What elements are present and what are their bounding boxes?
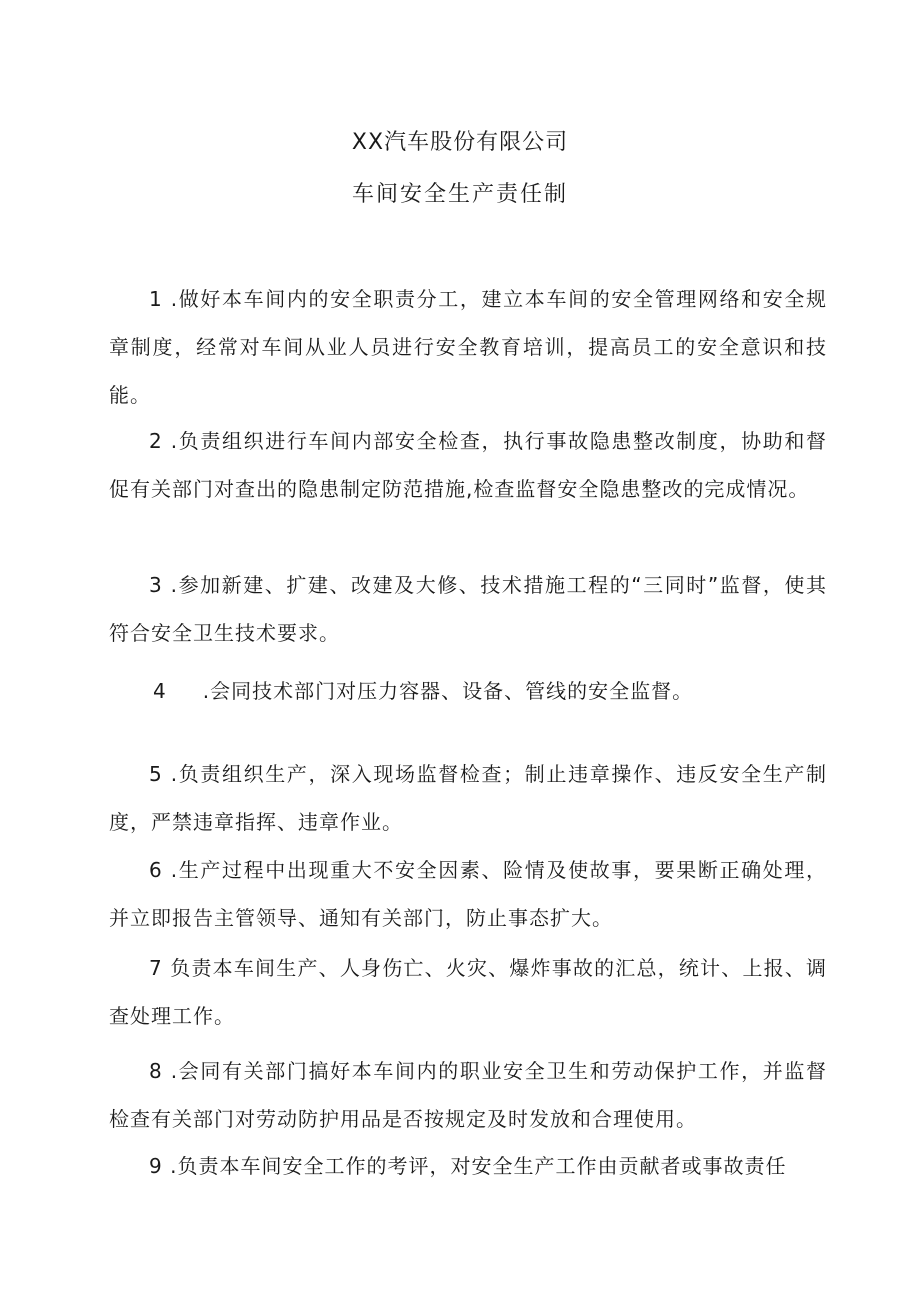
clause-number: 3 <box>149 573 163 597</box>
clause-text: .参加新建、扩建、改建及大修、技术措施工程的“三同时”监督，使其符合安全卫生技术要求。 <box>109 573 827 645</box>
company-title: XX汽车股份有限公司 <box>351 130 569 155</box>
clause-number: 9 <box>149 1154 163 1178</box>
document-title: 车间安全生产责任制 <box>351 182 568 207</box>
clause-2 <box>109 417 827 513</box>
clause-7 <box>109 944 827 1040</box>
clause-6 <box>109 846 827 942</box>
clause-number: 4 <box>153 679 167 703</box>
clause-text: .生产过程中出现重大不安全因素、险情及使故事，要果断正确处理，并立即报告主管领导、通知有关部门，防止事态扩大。 <box>109 858 828 930</box>
clause-number: 6 <box>149 858 163 882</box>
clause-number: 8 <box>149 1059 163 1083</box>
clause-text: .会同有关部门搞好本车间内的职业安全卫生和劳动保护工作，并监督检查有关部门对劳动防护用品是否按规定及时发放和合理使用。 <box>109 1059 828 1131</box>
clause-text: 负责本车间生产、人身伤亡、火灾、爆炸事故的汇总，统计、上报、调查处理工作。 <box>109 956 828 1028</box>
clause-text: .负责组织进行车间内部安全检查，执行事故隐患整改制度，协助和督促有关部门对查出的隐患制定防范措施,检查监督安全隐患整改的完成情况。 <box>109 429 828 501</box>
clause-text: .会同技术部门对压力容器、设备、管线的安全监督。 <box>202 679 694 703</box>
clause-5 <box>109 750 827 846</box>
clause-number: 2 <box>149 429 163 453</box>
clause-text: .负责组织生产，深入现场监督检查；制止违章操作、违反安全生产制度，严禁违章指挥、违章作业。 <box>109 762 828 834</box>
clause-number: 1 <box>149 287 163 311</box>
clause-text: .负责本车间安全工作的考评，对安全生产工作由贡献者或事故责任 <box>170 1154 787 1178</box>
clause-4 <box>109 667 827 715</box>
clause-8 <box>109 1047 827 1143</box>
clause-number: 7 <box>149 956 163 980</box>
clause-number: 5 <box>149 762 163 786</box>
clause-3 <box>109 561 827 657</box>
clause-text: .做好本车间内的安全职责分工，建立本车间的安全管理网络和安全规章制度，经常对车间从业人员进行安全教育培训，提高员工的安全意识和技能。 <box>109 287 828 407</box>
clause-1 <box>109 275 827 419</box>
clause-9 <box>109 1142 827 1190</box>
